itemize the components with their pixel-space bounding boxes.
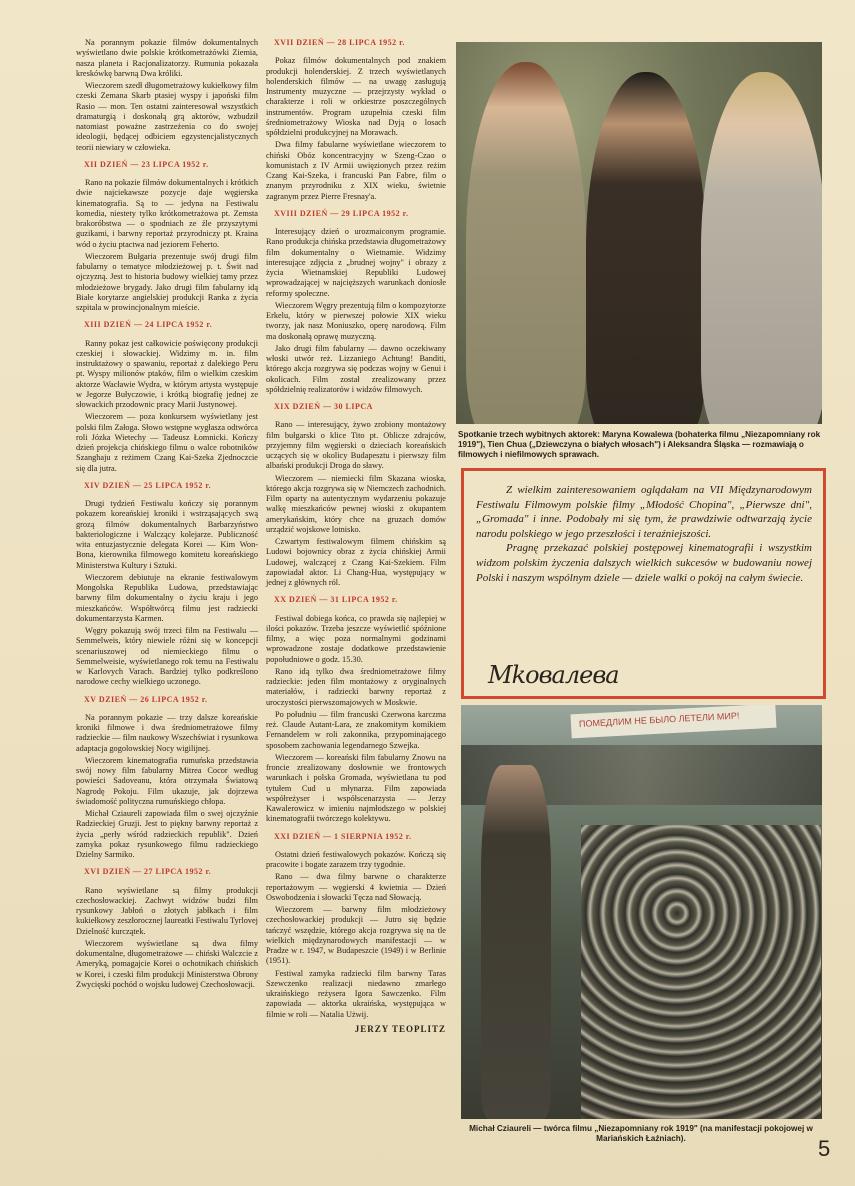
article-column-2 <box>266 38 446 1034</box>
paragraph: Rano — dwa filmy barwne o charakterze reportażowym — węgierski 4 kwietnia — Dzień Oswobodzenia i słowacki Tęcza nad Słowacją. <box>266 872 446 902</box>
paragraph: Rano na pokazie filmów dokumentalnych i krótkich dwie najciekawsze pozycje daje węgierska kinematografia. Są to — jedyna na Festiwalu komedia, niestety tylko krótkometrażowa pt. Zemsta brakoróbstwa — o spodniach ze źle przyszytymi guzikami, i barwny reportaż przyrodniczy pt. Kraina wód o życiu ptactwa nad jeziorem Feherto. <box>76 178 258 249</box>
paragraph: Rano — interesujący, żywo zrobiony montażowy film bułgarski o klice Tito pt. Oblicze zdrajców, przyjemny film węgierski o dzieciach koreańskich uczących się w okolicy Budapesztu i pierwszy film albański produkcji Droga do sławy. <box>266 420 446 471</box>
paragraph: Wieczorem — poza konkursem wyświetlany jest polski film Załoga. Słowo wstępne wygłasza odtwórca roli Józka Wietechy — Tadeusz Łomnicki. Kończy dzień projekcja chińskiego filmu o walce robotników Szanghaju z reżimem Czang Kai-Szeka Zjednoczcie się dla jutra. <box>76 412 258 473</box>
day-heading: XIII DZIEŃ — 24 LIPCA 1952 r. <box>84 320 213 330</box>
page-number: 5 <box>818 1136 831 1161</box>
photo2-caption: Michał Cziaureli — twórca filmu „Niezapomniany rok 1919" (na manifestacji pokojowej w Mariańskich Łaźniach). <box>469 1124 813 1143</box>
day-heading: XV DZIEŃ — 26 LIPCA 1952 r. <box>84 694 208 704</box>
day-heading: XVII DZIEŃ — 28 LIPCA 1952 r. <box>274 38 405 47</box>
quote-box <box>461 468 826 699</box>
paragraph: Węgry pokazują swój trzeci film na Festiwalu — Semmelweis, który niewiele różni się w koncepcji scenariuszowej od niemieckiego filmu o Semmelweisie, wyświetlanego rok temu na Festiwalu w Karlovych Varach. Bardziej tylko podkreślono narodowe cechy wielkiego uczonego. <box>76 626 258 687</box>
paragraph: Drugi tydzień Festiwalu kończy się porannym pokazem koreańskiej kroniki i wstrząsających swą grozą filmów dokumentalnych Barbarzyństwo bakteriologiczne i Walczący kolejarze. Publiczność wita entuzjastycznie delegata Korei — Kim Won-Bona, kierownika filmowego komitetu koreańskiego Ministerstwa Kultury i Sztuki. <box>76 499 258 570</box>
paragraph: Ostatni dzień festiwalowych pokazów. Kończą się pracowite i bogate zarazem trzy tygodnie. <box>266 849 446 869</box>
paragraph: Wieczorem szedł długometrażowy kukiełkowy film czeski Zemana Skarb ptasiej wyspy i japoński film Rasio — mon. Ten ostatni zainteresował wszystkich dramaturgią i doskonałą grą aktorów, wzbudził natomiast poważne zastrzeżenia co do swojej ideologii, będącej odbiciem egzystencjalistycznych teorii niewiary w człowieka. <box>76 81 258 152</box>
paragraph: Festiwal zamyka radziecki film barwny Taras Szewczenko realizacji niedawno zmarłego ukraińskiego reżysera Igora Sawczenko. Film zapowiada — aktorka ukraińska, występująca w filmie w roli — Natalia Użwij. <box>266 968 446 1019</box>
paragraph: Jako drugi film fabularny — dawno oczekiwany włoski utwór reż. Lizzaniego Achtung! Banditi, którego akcja rozgrywa się podczas wojny w Genui i okolicach. Film został zrealizowany przez spółdzielnię realizatorów i widzów filmowych. <box>266 343 446 394</box>
paragraph: Na porannym pokazie filmów dokumentalnych wyświetlano dwie polskie krótkometrażówki Ziemia, nasza planeta i Racjonalizatorzy. Rumunia pokazała kreskówkę barwną Dwa króliki. <box>76 38 258 78</box>
day-heading: XIV DZIEŃ — 25 LIPCA 1952 r. <box>84 480 212 490</box>
signature-autograph: Мkoвалева <box>488 661 619 689</box>
paragraph: Rano wyświetlane są filmy produkcji czechosłowackiej. Zachwyt widzów budzi film rysunkowy Jabłoń o złotych jabłkach i film kukiełkowy zeszłorocznej laureatki Festiwalu Tyrlovej Dzielność kurczątek. <box>76 885 258 936</box>
day-heading: XIX DZIEŃ — 30 LIPCA <box>274 402 373 411</box>
paragraph: Wieczorem Bułgaria prezentuje swój drugi film fabularny o tematyce młodzieżowej p. t. Świt nad ojczyzną. Jest to historia budowy wielkiej tamy przez młodzieżowe brygady. Jako drugi film fabularny idą Białe korytarze angielskiej produkcji Ranka z życia szpitala w prowincjonalnym mieście. <box>76 251 258 312</box>
paragraph: Ranny pokaz jest całkowicie poświęcony produkcji czeskiej i słowackiej. Widzimy m. in. film instruktażowy o spawaniu, reportaż z dalekiego Peru pt. Wyspy milionów ptaków, film o wielkim czeskim aktorze Wacławie Wydra, w którym artysta występuje w Jegorze Bułyczowie, i krótką biografię jednej ze słowackich przodownic pracy Marii Justynowej. <box>76 338 258 409</box>
paragraph: Wieczorem Węgry prezentują film o kompozytorze Erkelu, który w pierwszej połowie XIX wieku tworzy, jak nasz Moniuszko, operę narodową. Film ma doskonałą oprawę muzyczną. <box>266 300 446 341</box>
demonstration-banner: ПОМЕДЛИМ НЕ БЫЛО ЛЕТЕЛИ МИР! <box>571 705 777 738</box>
paragraph: Wieczorem debiutuje na ekranie festiwalowym Mongolska Republika Ludowa, przedstawiając barwny film dokumentalny o życiu kraju i jego mieszkańców. Współtwórcą filmu jest radziecki dokumentarzysta Karmen. <box>76 572 258 623</box>
day-heading: XVIII DZIEŃ — 29 LIPCA 1952 r. <box>274 208 409 218</box>
paragraph: Festiwal dobiega końca, co prawda się najlepiej w ilości pokazów. Trzeba jeszcze wyświetlić spóźnione filmy, a więc poza normalnymi godzinami wprowadzone zostaje dodatkowe przedstawienie popołudniowe o godz. 15.30. <box>266 613 446 664</box>
paragraph: Wieczorem wyświetlane są dwa filmy dokumentalne, długometrażowe — chiński Walczcie z Ameryką, pomagajcie Korei o ochotnikach chińskich w Korei, i czeski film produkcji Ministerstwa Obrony Zwycięski pochód o wojsku ludowej Czechosłowacji. <box>76 938 258 989</box>
paragraph: Czwartym festiwalowym filmem chińskim są Ludowi bojownicy obraz z życia chińskiej Armii Ludowej, walczącej z Czang Kai-Szekiem. Film zapowiadał aktor. Li Chang-Hua, występujący w jednej z głównych ról. <box>266 537 446 587</box>
paragraph: Wieczorem — niemiecki film Skazana wioska, którego akcja rozgrywa się w Niemczech zachodnich. Film oparty na autentycznym wydarzeniu pokazuje walkę mieszkańców pewnej wioski z okupantem amerykańskim, który chce na gruzach domów urządzić wojskowe lotnisko. <box>266 473 446 534</box>
manifestation-photo <box>461 705 822 1119</box>
actresses-photo <box>456 42 822 424</box>
day-heading: XII DZIEŃ — 23 LIPCA 1952 r. <box>84 159 209 169</box>
photo1-caption: Spotkanie trzech wybitnych aktorek: Maryna Kowalewa (bohaterka filmu „Niezapomniany rok 1919"), Tien Chua („Dziewczyna o białych włosach") i Aleksandra Śląska — rozmawiają o filmowych i niefilmowych sprawach. <box>458 430 821 459</box>
paragraph: Pokaz filmów dokumentalnych pod znakiem produkcji holenderskiej. Z trzech wyświetlanych holenderskich filmów — na uwagę zasługują Instrumenty muzyczne — przejrzysty wykład o charakterze i roli w orkiestrze poszczególnych instrumentów. Program uzupełnia czeski film średniometrażowy Wioska nad Dyją o losach spółdzielni produkcyjnej na Morawach. <box>266 56 446 137</box>
paragraph: Wieczorem — koreański film fabularny Znowu na froncie zrealizowany dosłownie we frontowych warunkach i polska Gromada, wyświetlana tu pod tytułem Cud u młynarza. Film zapowiada współreżyser i współscenarzysta — Jerzy Kawalerowicz w imieniu najmłodszego w polskiej kinematografii twórczego kolektywu. <box>266 752 446 824</box>
quote-paragraph: Z wielkim zainteresowaniem oglądałam na VII Międzynarodowym Festiwalu Filmowym polskie filmy „Młodość Chopina", „Pierwsze dni", „Gromada" i inne. Podobały mi się tym, że prawdziwie odtwarzają życie narodu polskiego w jego przeszłości i teraźniejszości. <box>476 484 812 540</box>
paragraph: Interesujący dzień o urozmaiconym programie. Rano produkcja chińska przedstawia długometrażowy film dokumentalny o Wietnamie. Widzimy interesujące zdjęcia z „brudnej wojny" i obrazy z życia Wietnamskiej Republiki Ludowej wprowadzającej w najcięższych warunkach doniosłe reformy społeczne. <box>266 227 446 298</box>
quote-paragraph: Pragnę przekazać polskiej postępowej kinematografii i wszystkim widzom polskim życzenia dalszych wielkich sukcesów w budowaniu nowej Polski i naszym wspólnym dziele — dziele walki o pokój na całym świecie. <box>476 542 812 584</box>
paragraph: Wieczorem — barwny film młodzieżowy czechosłowackiej produkcji — Jutro się będzie tańczyć wszędzie, którego akcja rozgrywa się na tle wielkich międzynarodowych manifestacji — w Pradze w r. 1947, w Budapeszcie (1949) i w Berlinie (1951). <box>266 905 446 966</box>
day-heading: XVI DZIEŃ — 27 LIPCA 1952 r. <box>84 867 212 877</box>
paragraph: Dwa filmy fabularne wyświetlane wieczorem to chiński Obóz koncentracyjny w Szeng-Czao o komunistach z IV Armii uwięzionych przez reżim Czang Kai-Szeka, i francuski Pan Fabre, film o znanym przyrodniku z XIX wieku, świetnie zagranym przez Pierre Fresnay'a. <box>266 140 446 201</box>
article-column-1 <box>76 38 258 992</box>
author-signature: JERZY TEOPLITZ <box>354 1023 446 1034</box>
paragraph: Wieczorem kinematografia rumuńska przedstawia swój nowy film fabularny Mitrea Cocor według powieści Sadoveanu, która otrzymała Światową Nagrodę Pokoju. Film ukazuje, jak dojrzewa świadomość polityczna rumuńskiego chłopa. <box>76 755 258 806</box>
quote-text <box>476 483 812 585</box>
paragraph: Rano idą tylko dwa średniometrażowe filmy radzieckie: jeden film montażowy z oryginalnych materiałów, i radziecki barwny reportaż z uroczystości pierwszomajowych w Moskwie. <box>266 666 446 707</box>
paragraph: Michał Cziaureli zapowiada film o swej ojczyźnie Radzieckiej Gruzji. Jest to piękny barwny reportaż z życia „perły wśród radzieckich republik". Dzień zamyka pokaz rysunkowego filmu radzieckiego Dzielny Sarmiko. <box>76 809 258 859</box>
paragraph: Po południu — film francuski Czerwona karczma reż. Claude Autant-Lara, ze znakomitym komikiem Fernandelem w roli zakonnika, przypominającego sposobem zachowania legendarnego Szwejka. <box>266 709 446 750</box>
day-heading: XXI DZIEŃ — 1 SIERPNIA 1952 r. <box>274 831 412 841</box>
paragraph: Na porannym pokazie — trzy dalsze koreańskie kroniki filmowe i dwa średniometrażowe filmy radzieckie — film naukowy Wszechświat i rysunkowa adaptacja gogolowskiej Nocy wigilijnej. <box>76 712 258 753</box>
day-heading: XX DZIEŃ — 31 LIPCA 1952 r. <box>274 595 398 605</box>
